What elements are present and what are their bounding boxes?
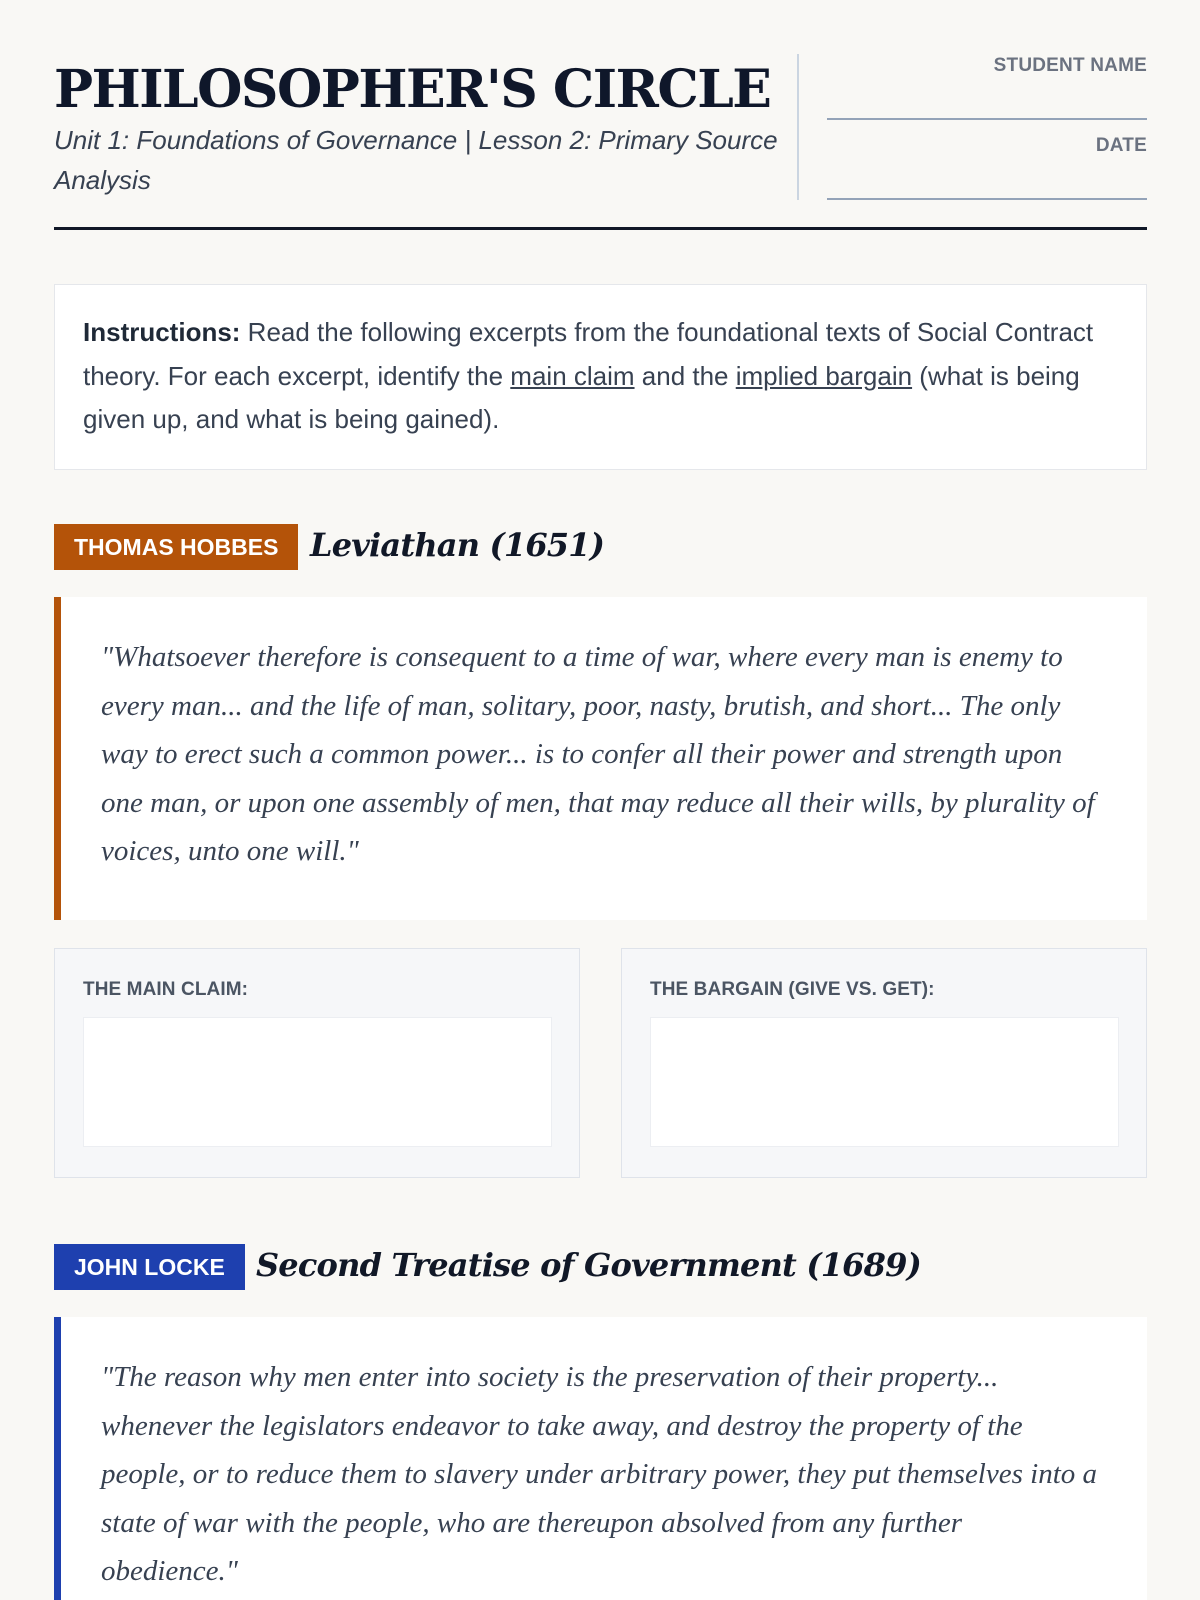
instructions-text-1: Read the following excerpts from the foundational texts of Social Contract theory. For each excerpt, identify the bbox=[83, 317, 1094, 391]
instructions-text-2: and the bbox=[634, 360, 736, 391]
date-field[interactable] bbox=[827, 198, 1147, 200]
author-tag-locke: JOHN LOCKE bbox=[54, 1244, 245, 1290]
worksheet-page bbox=[54, 0, 1147, 1587]
quote-hobbes: "Whatsoever therefore is consequent to a time of war, where every man is enemy to every man... and the life of man, solitary, poor, nasty, brutish, and short... The only way to erect such a common power... is to confer all their power and strength upon one man, or upon one assembly of men, that may reduce all their wills, by plurality of voices, unto one will." bbox=[54, 597, 1147, 920]
instructions-lead: Instructions: bbox=[83, 317, 241, 347]
quote-locke: "The reason why men enter into society is the preservation of their property... whenever the legislators endeavor to take away, and destroy the property of the people, or to reduce them to slavery under arbitrary power, they put themselves into a state of war with the people, who are thereupon absolved from any further obedience." bbox=[54, 1317, 1147, 1600]
page-title: PHILOSOPHER'S CIRCLE bbox=[54, 59, 771, 120]
main-claim-input[interactable] bbox=[83, 1017, 552, 1147]
student-name-label: STUDENT NAME bbox=[993, 55, 1147, 76]
bargain-box bbox=[621, 948, 1147, 1178]
work-title-leviathan: Leviathan (1651) bbox=[310, 526, 605, 564]
instructions-term-main-claim: main claim bbox=[510, 360, 635, 391]
student-name-field[interactable] bbox=[827, 118, 1147, 120]
worksheet-header bbox=[54, 0, 1147, 230]
instructions-box bbox=[54, 284, 1147, 470]
bargain-label: THE BARGAIN (GIVE VS. GET): bbox=[650, 979, 935, 1000]
bargain-input[interactable] bbox=[650, 1017, 1119, 1147]
header-divider bbox=[797, 54, 799, 200]
date-label: DATE bbox=[1095, 135, 1147, 156]
main-claim-box bbox=[54, 948, 580, 1178]
instructions-term-implied-bargain: implied bargain bbox=[735, 360, 913, 391]
author-tag-hobbes: THOMAS HOBBES bbox=[54, 524, 298, 570]
instructions-text-3: (what is being given up, and what is being gained). bbox=[83, 360, 1080, 434]
page-subtitle: Unit 1: Foundations of Governance | Lesson 2: Primary Source Analysis bbox=[54, 125, 778, 195]
main-claim-label: THE MAIN CLAIM: bbox=[83, 979, 249, 1000]
work-title-second-treatise: Second Treatise of Government (1689) bbox=[256, 1246, 921, 1284]
